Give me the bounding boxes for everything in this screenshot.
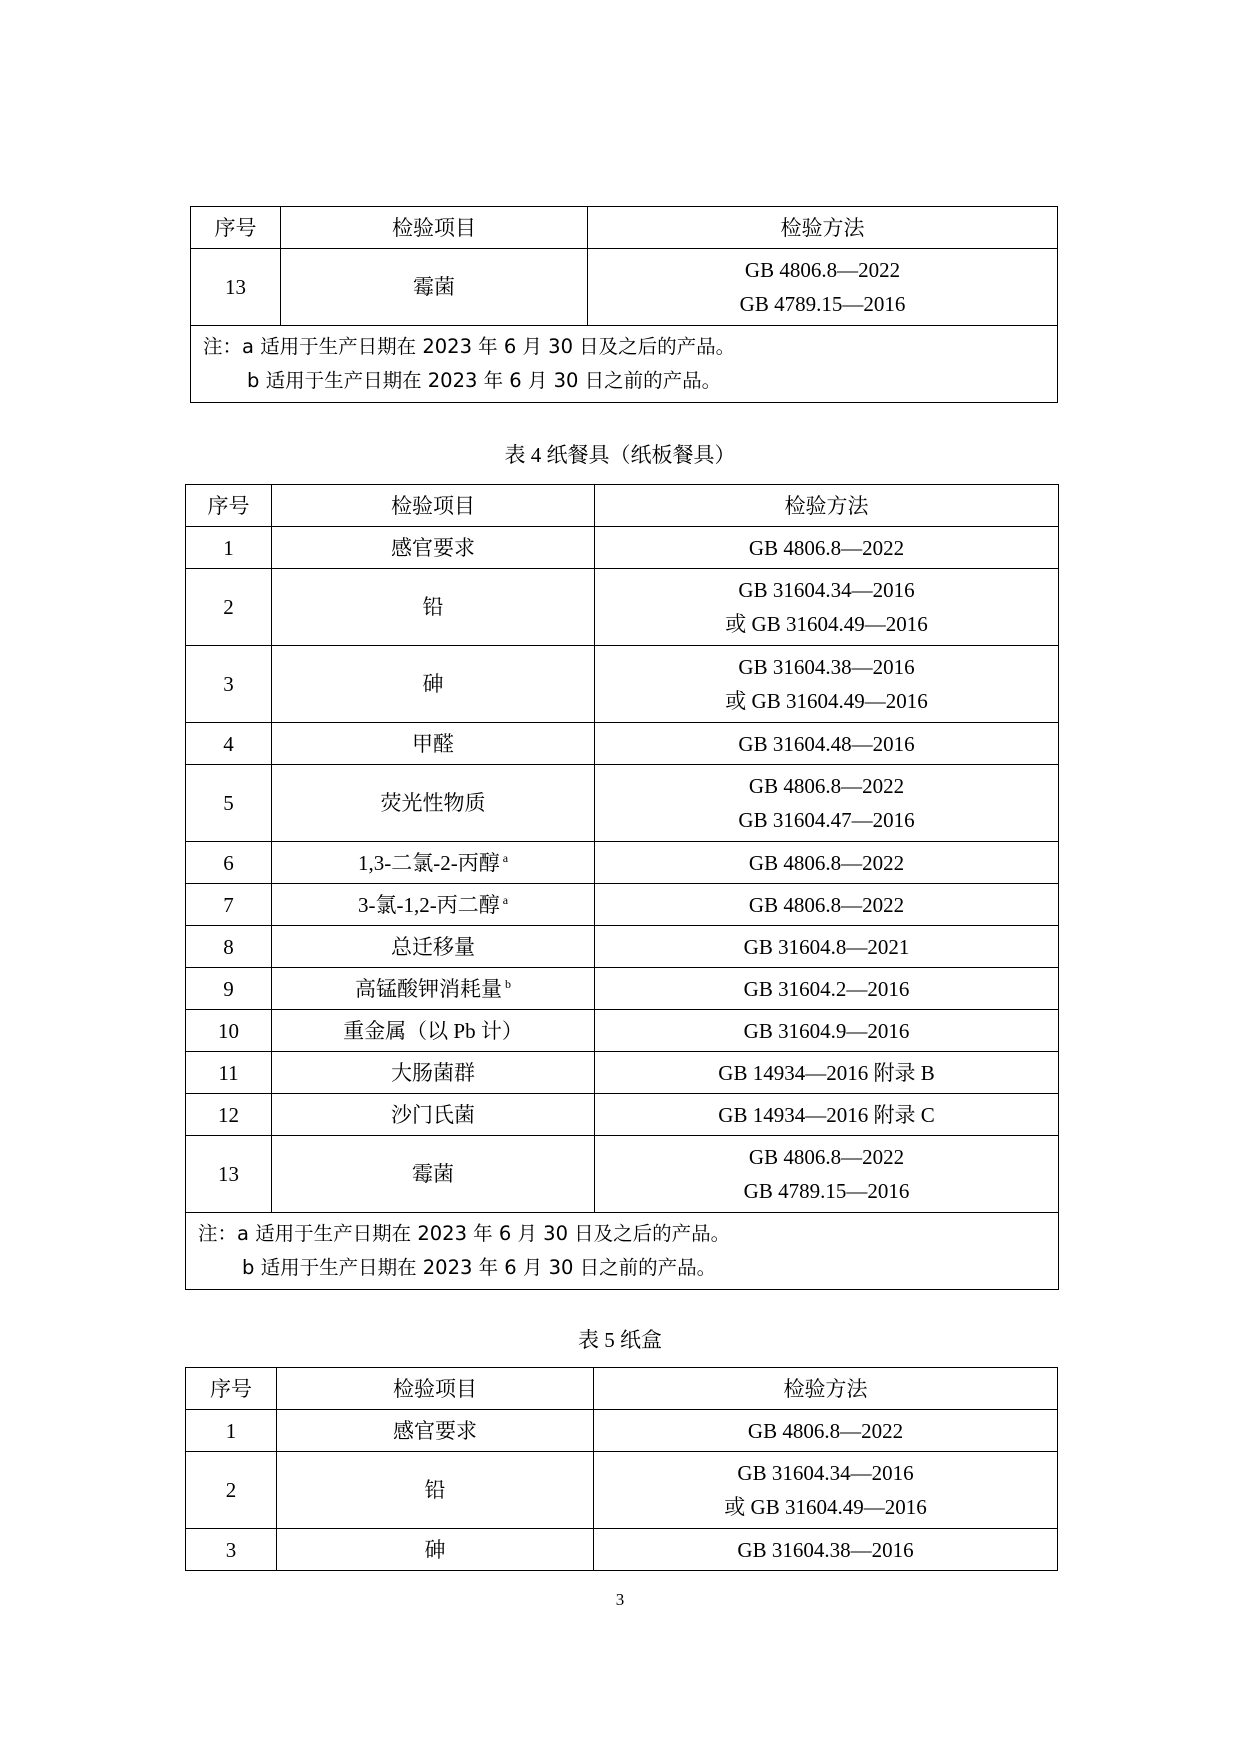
method-line: 或 GB 31604.49—2016 [724,1495,927,1519]
header-method: 检验方法 [595,485,1059,527]
cell-item-text: 重金属（以 Pb 计） [343,1018,523,1043]
cell-item-text: 铅 [424,1478,446,1502]
cell-item-text: 甲醛 [412,731,454,756]
table-row [186,968,1059,1010]
header-item: 检验项目 [272,485,595,527]
cell-seq: 1 [186,1410,277,1452]
method-line: GB 14934—2016 附录 B [718,1060,935,1085]
cell-method [594,1529,1058,1571]
table-row [186,926,1059,968]
method-line: GB 31604.34—2016 [738,578,915,602]
note-line-a: 注：a 适用于生产日期在 2023 年 6 月 30 日及之后的产品。 [198,1222,731,1245]
cell-seq: 3 [186,1529,277,1571]
table-row [191,249,1058,326]
cell-item-text: 感官要求 [391,535,475,560]
cell-item [272,1052,595,1094]
cell-seq: 13 [191,249,281,326]
method-line: GB 31604.47—2016 [738,808,915,832]
cell-seq: 10 [186,1010,272,1052]
table-top-continued [190,206,1058,403]
footnote-marker: b [505,976,511,991]
page-number: 3 [615,1590,625,1609]
table-row [186,765,1059,842]
method-line: GB 31604.2—2016 [743,976,910,1001]
cell-seq: 13 [186,1136,272,1213]
cell-item-text: 总迁移量 [391,934,475,959]
cell-item [277,1410,594,1452]
cell-seq: 5 [186,765,272,842]
method-line: GB 4806.8—2022 [748,774,905,798]
note-line-b: b 适用于生产日期在 2023 年 6 月 30 日之前的产品。 [247,369,722,392]
cell-method [595,1136,1059,1213]
method-line: GB 4789.15—2016 [739,292,906,316]
cell-item [272,723,595,765]
cell-seq: 6 [186,842,272,884]
cell-item-text: 沙门氏菌 [391,1102,475,1127]
method-line: GB 31604.48—2016 [738,731,915,756]
header-row [191,207,1058,249]
cell-item [272,1010,595,1052]
cell-method [595,723,1059,765]
cell-item-text: 感官要求 [393,1418,477,1443]
cell-item-text: 3-氯-1,2-丙二醇 [357,892,500,917]
method-line: GB 31604.34—2016 [737,1461,914,1485]
table-row [186,1452,1058,1529]
table-row [186,569,1059,646]
table-row [186,1410,1058,1452]
header-row [186,485,1059,527]
cell-seq: 9 [186,968,272,1010]
cell-item [272,1136,595,1213]
cell-item [281,249,588,326]
table-4-body [186,485,1059,1290]
method-line: GB 4806.8—2022 [748,850,905,875]
table-row [186,1052,1059,1094]
header-method: 检验方法 [594,1368,1058,1410]
header-method: 检验方法 [588,207,1058,249]
method-line: GB 4806.8—2022 [748,1145,905,1169]
table-row [186,884,1059,926]
cell-method [595,765,1059,842]
cell-item-text: 铅 [422,595,444,619]
cell-item-text: 荧光性物质 [380,791,486,815]
cell-method [595,926,1059,968]
table-4 [185,484,1059,1290]
cell-seq: 2 [186,1452,277,1529]
table-row [186,527,1059,569]
cell-item-text: 高锰酸钾消耗量 [355,976,502,1001]
cell-item [272,884,595,926]
method-line: GB 31604.9—2016 [743,1018,910,1043]
table-row [186,1094,1059,1136]
cell-item-text: 大肠菌群 [391,1060,475,1085]
header-seq: 序号 [186,1368,277,1410]
cell-item-text: 砷 [424,1537,446,1562]
method-line: GB 31604.38—2016 [738,655,915,679]
cell-seq: 11 [186,1052,272,1094]
cell-item [272,527,595,569]
cell-method [594,1452,1058,1529]
table-note [186,1213,1059,1290]
cell-method [595,1094,1059,1136]
table4-caption: 表 4 纸餐具（纸板餐具） [504,443,736,467]
cell-item-text: 霉菌 [413,275,455,299]
cell-seq: 2 [186,569,272,646]
header-item: 检验项目 [281,207,588,249]
method-line: GB 31604.8—2021 [743,934,910,959]
cell-item [272,968,595,1010]
cell-item-text: 霉菌 [412,1162,454,1186]
note-line-a: 注：a 适用于生产日期在 2023 年 6 月 30 日及之后的产品。 [203,335,736,358]
cell-item [277,1529,594,1571]
cell-seq: 12 [186,1094,272,1136]
cell-seq: 4 [186,723,272,765]
cell-item [272,1094,595,1136]
method-line: GB 4806.8—2022 [748,535,905,560]
cell-item-text: 1,3-二氯-2-丙醇 [357,850,500,875]
cell-item [272,569,595,646]
table-note [191,326,1058,403]
table-5 [185,1367,1058,1571]
cell-method [595,842,1059,884]
note-row [191,326,1058,403]
header-row [186,1368,1058,1410]
method-line: GB 4806.8—2022 [747,1418,904,1443]
method-line: GB 4789.15—2016 [743,1179,910,1203]
header-seq: 序号 [186,485,272,527]
cell-seq: 1 [186,527,272,569]
table5-caption: 表 5 纸盒 [578,1328,662,1352]
note-row [186,1213,1059,1290]
cell-method [588,249,1058,326]
cell-seq: 8 [186,926,272,968]
cell-seq: 7 [186,884,272,926]
note-line-b: b 适用于生产日期在 2023 年 6 月 30 日之前的产品。 [242,1256,717,1279]
cell-item [272,842,595,884]
method-line: GB 4806.8—2022 [744,258,901,282]
cell-seq: 3 [186,646,272,723]
header-item: 检验项目 [277,1368,594,1410]
table-top-body [191,207,1058,403]
method-line: GB 14934—2016 附录 C [718,1102,935,1127]
footnote-marker: a [502,850,509,865]
cell-item [272,646,595,723]
cell-method [594,1410,1058,1452]
cell-method [595,569,1059,646]
cell-method [595,1052,1059,1094]
method-line: GB 31604.38—2016 [737,1537,914,1562]
table-5-body [186,1368,1058,1571]
cell-item [272,765,595,842]
table-row [186,646,1059,723]
cell-method [595,884,1059,926]
cell-item-text: 砷 [422,672,444,696]
cell-item [272,926,595,968]
table-row [186,842,1059,884]
cell-method [595,1010,1059,1052]
table-row [186,1136,1059,1213]
cell-method [595,646,1059,723]
cell-method [595,527,1059,569]
method-line: GB 4806.8—2022 [748,892,905,917]
method-line: 或 GB 31604.49—2016 [725,612,928,636]
table-row [186,1010,1059,1052]
method-line: 或 GB 31604.49—2016 [725,689,928,713]
cell-item [277,1452,594,1529]
cell-method [595,968,1059,1010]
table-row [186,1529,1058,1571]
header-seq: 序号 [191,207,281,249]
footnote-marker: a [502,892,509,907]
table-row [186,723,1059,765]
